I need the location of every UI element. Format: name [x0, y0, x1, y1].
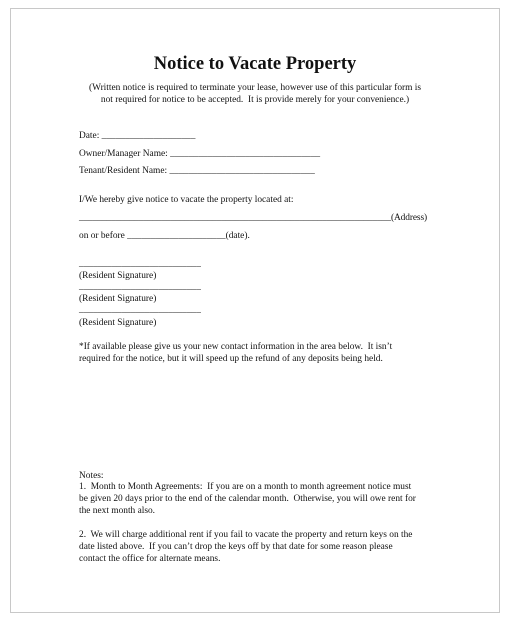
signature-line-3: __________________________ [79, 305, 201, 315]
signature-label-3: (Resident Signature) [79, 318, 157, 328]
date-field: Date: ____________________ [79, 131, 196, 141]
vacate-date-line: on or before _____________________(date). [79, 231, 250, 241]
signature-label-2: (Resident Signature) [79, 294, 157, 304]
subtitle-line-2: not required for notice to be accepted. It is provide merely for your convenience.) [100, 95, 410, 105]
signature-label-1: (Resident Signature) [79, 271, 157, 281]
note-1-line-1: 1. Month to Month Agreements: If you are on a month to month agreement notice must [79, 482, 412, 492]
subtitle-line-1: (Written notice is required to terminate your lease, however use of this particular form is [88, 83, 422, 93]
tenant-name-field: Tenant/Resident Name: _______________________________ [79, 166, 315, 176]
notice-intro: I/We hereby give notice to vacate the property located at: [79, 195, 294, 205]
contact-note-line-2: required for the notice, but it will speed up the refund of any deposits being held. [79, 354, 383, 364]
note-2-line-1: 2. We will charge additional rent if you fail to vacate the property and return keys on the [79, 530, 413, 540]
contact-note-line-1: *If available please give us your new contact information in the area below. It isn’t [79, 342, 393, 352]
address-line: ____________________________________________________________________(Address) [79, 213, 428, 223]
note-1-line-2: be given 20 days prior to the end of the calendar month. Otherwise, you will owe rent for [79, 494, 416, 504]
document-title: Notice to Vacate Property [153, 54, 357, 74]
note-1-line-3: the next month also. [79, 506, 156, 516]
notes-heading: Notes: [79, 471, 104, 481]
note-2-line-2: date listed above. If you can’t drop the keys off by that date for some reason please [79, 542, 393, 552]
note-2-line-3: contact the office for alternate means. [79, 554, 221, 564]
signature-line-2: __________________________ [79, 282, 201, 292]
owner-name-field: Owner/Manager Name: ________________________________ [79, 149, 321, 159]
signature-line-1: __________________________ [79, 259, 201, 269]
